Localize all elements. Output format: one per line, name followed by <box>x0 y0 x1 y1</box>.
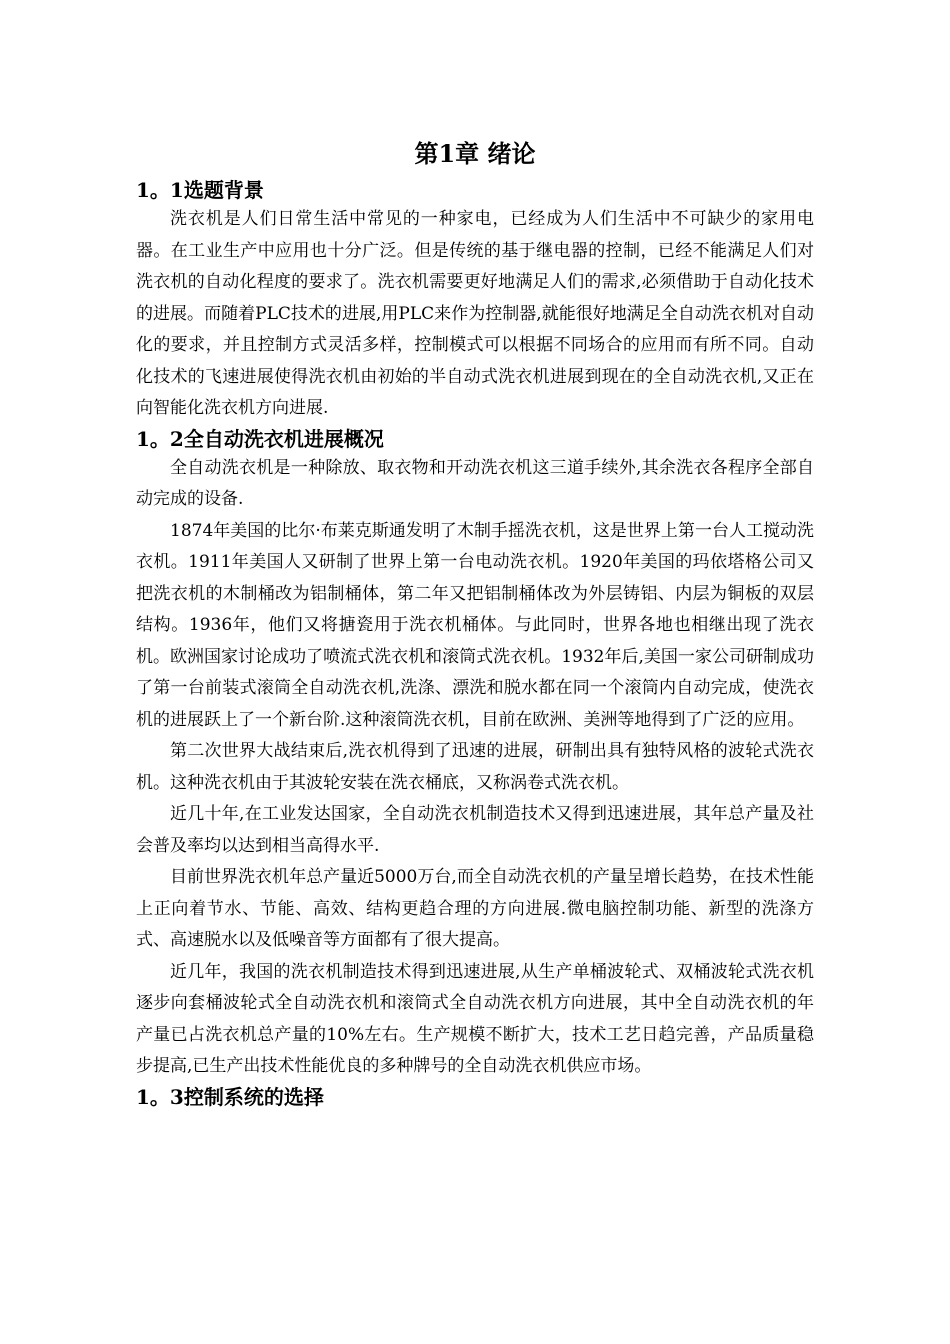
paragraph: 目前世界洗衣机年总产量近5000万台,而全自动洗衣机的产量呈增长趋势，在技术性能上正向着节水、节能、高效、结构更趋合理的方向进展.微电脑控制功能、新型的洗涤方式、高速脱水以及低噪音等方面都有了很大提高。 <box>136 867 814 950</box>
paragraph: 第二次世界大战结束后,洗衣机得到了迅速的进展，研制出具有独特风格的波轮式洗衣机。这种洗衣机由于其波轮安装在洗衣桶底，又称涡卷式洗衣机。 <box>136 741 814 793</box>
section-control-system <box>136 1083 814 1111</box>
section-heading: 1。3控制系统的选择 <box>136 1084 324 1109</box>
paragraph: 近几年，我国的洗衣机制造技术得到迅速进展,从生产单桶波轮式、双桶波轮式洗衣机逐步向套桶波轮式全自动洗衣机和滚筒式全自动洗衣机方向进展，其中全自动洗衣机的年产量已占洗衣机总产量的10%左右。生产规模不断扩大，技术工艺日趋完善，产品质量稳步提高,已生产出技术性能优良的多种牌号的全自动洗衣机供应市场。 <box>136 961 814 1076</box>
section-development <box>136 425 814 1083</box>
chapter-title: 第1章 绪论 <box>414 139 536 168</box>
paragraph: 1874年美国的比尔·布莱克斯通发明了木制手摇洗衣机，这是世界上第一台人工搅动洗衣机。1911年美国人又研制了世界上第一台电动洗衣机。1920年美国的玛依塔格公司又把洗衣机的木制桶改为铝制桶体，第二年又把铝制桶体改为外层铸铝、内层为铜板的双层结构。1936年，他们又将搪瓷用于洗衣机桶体。与此同时，世界各地也相继出现了洗衣机。欧洲国家讨论成功了喷流式洗衣机和滚筒式洗衣机。1932年后,美国一家公司研制成功了第一台前装式滚筒全自动洗衣机,洗涤、漂洗和脱水都在同一个滚筒内自动完成，使洗衣机的进展跃上了一个新台阶.这种滚筒洗衣机，目前在欧洲、美洲等地得到了广泛的应用。 <box>136 520 814 730</box>
section-heading: 1。1选题背景 <box>136 178 264 202</box>
paragraph: 近几十年,在工业发达国家，全自动洗衣机制造技术又得到迅速进展，其年总产量及社会普及率均以达到相当高得水平. <box>136 804 814 856</box>
paragraph: 全自动洗衣机是一种除放、取衣物和开动洗衣机这三道手续外,其余洗衣各程序全部自动完成的设备. <box>136 457 814 509</box>
paragraph: 洗衣机是人们日常生活中常见的一种家电，已经成为人们生活中不可缺少的家用电器。在工业生产中应用也十分广泛。但是传统的基于继电器的控制，已经不能满足人们对洗衣机的自动化程度的要求了。洗衣机需要更好地满足人们的需求,必须借助于自动化技术的进展。而随着PLC技术的进展,用PLC来作为控制器,就能很好地满足全自动洗衣机对自动化的要求，并且控制方式灵活多样，控制模式可以根据不同场合的应用而有所不同。自动化技术的飞速进展使得洗衣机由初始的半自动式洗衣机进展到现在的全自动洗衣机,又正在向智能化洗衣机方向进展. <box>136 209 814 418</box>
section-heading: 1。2全自动洗衣机进展概况 <box>136 426 384 451</box>
section-background <box>136 176 814 425</box>
document-page <box>136 138 814 1111</box>
